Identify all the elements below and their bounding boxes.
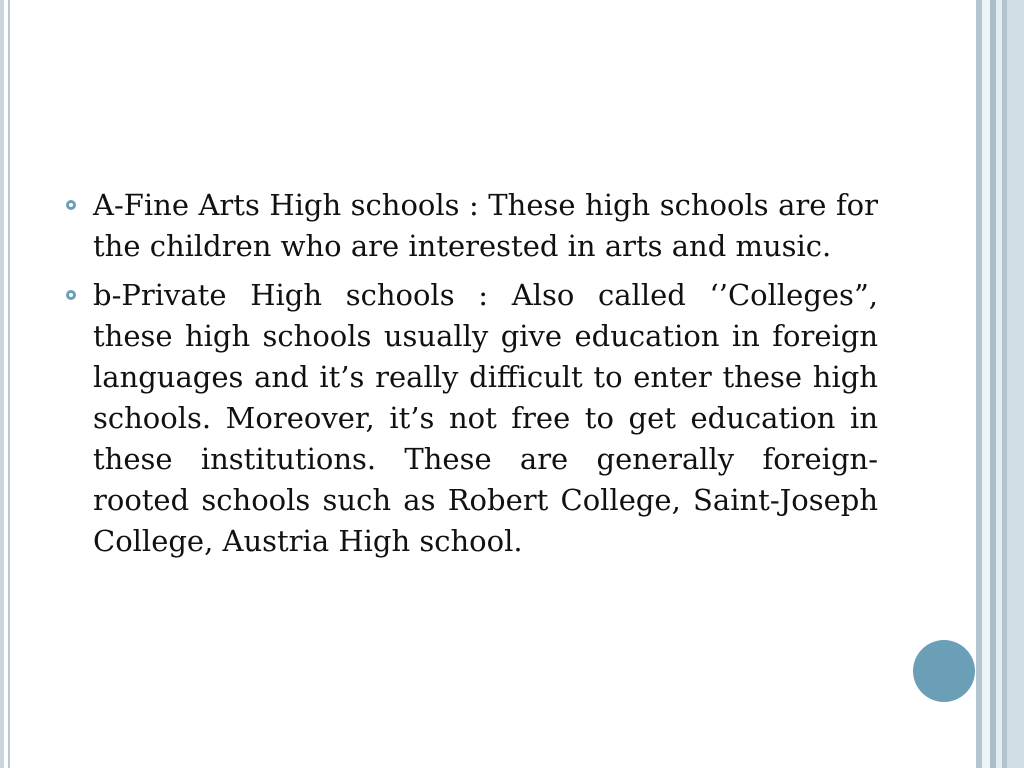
left-border-line-inner [8, 0, 10, 768]
bullet-ring-icon [66, 200, 76, 210]
right-decor-stripe [1007, 0, 1024, 768]
bullet-ring-icon [66, 290, 76, 300]
bullet-item-private [62, 275, 878, 562]
left-border-line [0, 0, 4, 768]
decorative-circle [913, 640, 975, 702]
bullet-text: b-Private High schools : Also called ‘’Colleges”, these high schools usually give education in foreign languages and it’s really difficult to enter these high schools. Moreover, it’s not free to get education in these institutions. These are generally foreign-rooted schools such as Robert College, Saint-Joseph College, Austria High school. [93, 278, 878, 558]
bullet-list [62, 185, 878, 570]
right-decor-stripe [982, 0, 990, 768]
bullet-text: A-Fine Arts High schools : These high schools are for the children who are interested in arts and music. [93, 188, 878, 263]
bullet-item-fine-arts [62, 185, 878, 267]
